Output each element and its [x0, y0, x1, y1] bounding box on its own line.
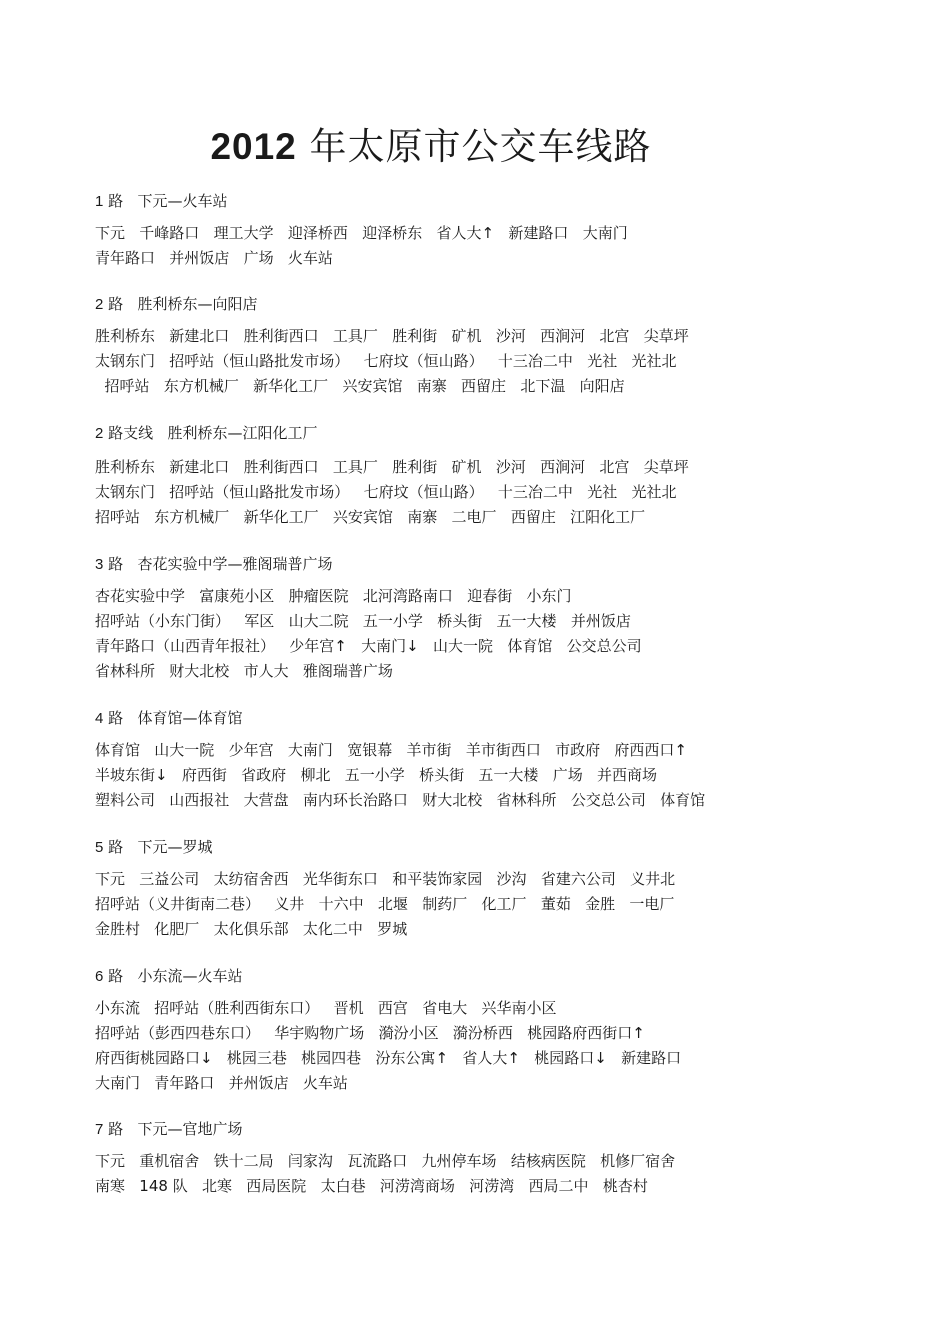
- route-heading: [95, 837, 895, 858]
- route-section-2-branch: [95, 423, 895, 530]
- route-number: 3: [95, 556, 104, 573]
- stop-line: 胜利桥东 新建北口 胜利街西口 工具厂 胜利街 矿机 沙河 西涧河 北宫 尖草坪: [95, 458, 689, 476]
- route-terminals: 杏花实验中学—雅阁瑞普广场: [137, 555, 333, 573]
- route-label: 路: [108, 967, 124, 985]
- stop-list: [95, 324, 895, 399]
- stop-list: [95, 867, 895, 942]
- route-terminals: 下元—火车站: [137, 192, 228, 210]
- stop-line: 塑料公司 山西报社 大营盘 南内环长治路口 财大北校 省林科所 公交总公司 体育馆: [95, 791, 706, 809]
- route-terminals: 下元—罗城: [137, 838, 213, 856]
- route-heading: [95, 423, 895, 444]
- stop-list: [95, 996, 895, 1096]
- stop-line: 青年路口（山西青年报社） 少年宫↑ 大南门↓ 山大一院 体育馆 公交总公司: [95, 637, 642, 655]
- stop-list: [95, 584, 895, 684]
- route-heading: [95, 294, 895, 315]
- stop-line: 小东流 招呼站（胜利西街东口） 晋机 西宫 省电大 兴华南小区: [95, 999, 557, 1017]
- route-section-6: [95, 966, 895, 1096]
- route-label: 路: [108, 295, 124, 313]
- route-number: 2: [95, 425, 104, 442]
- route-label: 路: [108, 709, 124, 727]
- route-number: 6: [95, 968, 104, 985]
- route-heading: [95, 708, 895, 729]
- stop-list: [95, 221, 895, 271]
- stop-line: 招呼站（小东门街） 军区 山大二院 五一小学 桥头街 五一大楼 并州饭店: [95, 612, 631, 630]
- page-title-text: 年太原市公交车线路: [309, 124, 652, 168]
- stop-line: 招呼站（义井街南二巷） 义井 十六中 北堰 制药厂 化工厂 董茹 金胜 一电厂: [95, 895, 675, 913]
- route-terminals: 胜利桥东—江阳化工厂: [167, 424, 318, 442]
- route-label: 路: [108, 192, 124, 210]
- route-terminals: 小东流—火车站: [137, 967, 243, 985]
- page-title: [0, 123, 862, 171]
- stop-line: 招呼站 东方机械厂 新华化工厂 兴安宾馆 南寨 西留庄 北下温 向阳店: [95, 377, 625, 395]
- route-section-7: [95, 1119, 895, 1199]
- stop-line: 招呼站 东方机械厂 新华化工厂 兴安宾馆 南寨 二电厂 西留庄 江阳化工厂: [95, 508, 646, 526]
- route-section-2: [95, 294, 895, 399]
- stop-line: 下元 重机宿舍 铁十二局 闫家沟 瓦流路口 九州停车场 结核病医院 机修厂宿舍: [95, 1152, 676, 1170]
- route-number: 2: [95, 296, 104, 313]
- route-number: 5: [95, 839, 104, 856]
- stop-line: 太钢东门 招呼站（恒山路批发市场） 七府坟（恒山路） 十三冶二中 光社 光社北: [95, 352, 677, 370]
- route-terminals: 胜利桥东—向阳店: [137, 295, 258, 313]
- route-label: 路支线: [108, 424, 154, 442]
- stop-line: 招呼站（彭西四巷东口） 华宇购物广场 漪汾小区 漪汾桥西 桃园路府西街口↑: [95, 1024, 645, 1042]
- route-heading: [95, 191, 895, 212]
- route-label: 路: [108, 1120, 124, 1138]
- stop-line: 青年路口 并州饭店 广场 火车站: [95, 249, 333, 267]
- route-heading: [95, 554, 895, 575]
- stop-line: 半坡东街↓ 府西街 省政府 柳北 五一小学 桥头街 五一大楼 广场 并西商场: [95, 766, 658, 784]
- route-section-1: [95, 191, 895, 271]
- stop-line: 杏花实验中学 富康苑小区 肿瘤医院 北河湾路南口 迎春街 小东门: [95, 587, 572, 605]
- page-title-year: 2012: [210, 125, 297, 167]
- route-label: 路: [108, 555, 124, 573]
- route-section-4: [95, 708, 895, 813]
- stop-list: [95, 1149, 895, 1199]
- route-terminals: 体育馆—体育馆: [137, 709, 243, 727]
- stop-line: 太钢东门 招呼站（恒山路批发市场） 七府坟（恒山路） 十三冶二中 光社 光社北: [95, 483, 677, 501]
- stop-line: 金胜村 化肥厂 太化俱乐部 太化二中 罗城: [95, 920, 408, 938]
- stop-list: [95, 738, 895, 813]
- route-heading: [95, 966, 895, 987]
- route-number: 4: [95, 710, 104, 727]
- stop-line: 府西街桃园路口↓ 桃园三巷 桃园四巷 汾东公寓↑ 省人大↑ 桃园路口↓ 新建路口: [95, 1049, 682, 1067]
- stop-line: 省林科所 财大北校 市人大 雅阁瑞普广场: [95, 662, 393, 680]
- stop-line: 胜利桥东 新建北口 胜利街西口 工具厂 胜利街 矿机 沙河 西涧河 北宫 尖草坪: [95, 327, 689, 345]
- stop-line: 大南门 青年路口 并州饭店 火车站: [95, 1074, 348, 1092]
- route-terminals: 下元—官地广场: [137, 1120, 243, 1138]
- route-label: 路: [108, 838, 124, 856]
- route-number: 1: [95, 193, 104, 210]
- stop-line: 下元 千峰路口 理工大学 迎泽桥西 迎泽桥东 省人大↑ 新建路口 大南门: [95, 224, 628, 242]
- stop-line: 下元 三益公司 太纺宿舍西 光华街东口 和平装饰家园 沙沟 省建六公司 义井北: [95, 870, 676, 888]
- stop-list: [95, 455, 895, 530]
- route-heading: [95, 1119, 895, 1140]
- route-number: 7: [95, 1121, 104, 1138]
- stop-line: 南寒 148 队 北寒 西局医院 太白巷 河涝湾商场 河涝湾 西局二中 桃杏村: [95, 1177, 648, 1195]
- stop-line: 体育馆 山大一院 少年宫 大南门 宽银幕 羊市街 羊市街西口 市政府 府西西口↑: [95, 741, 688, 759]
- route-section-5: [95, 837, 895, 942]
- route-section-3: [95, 554, 895, 684]
